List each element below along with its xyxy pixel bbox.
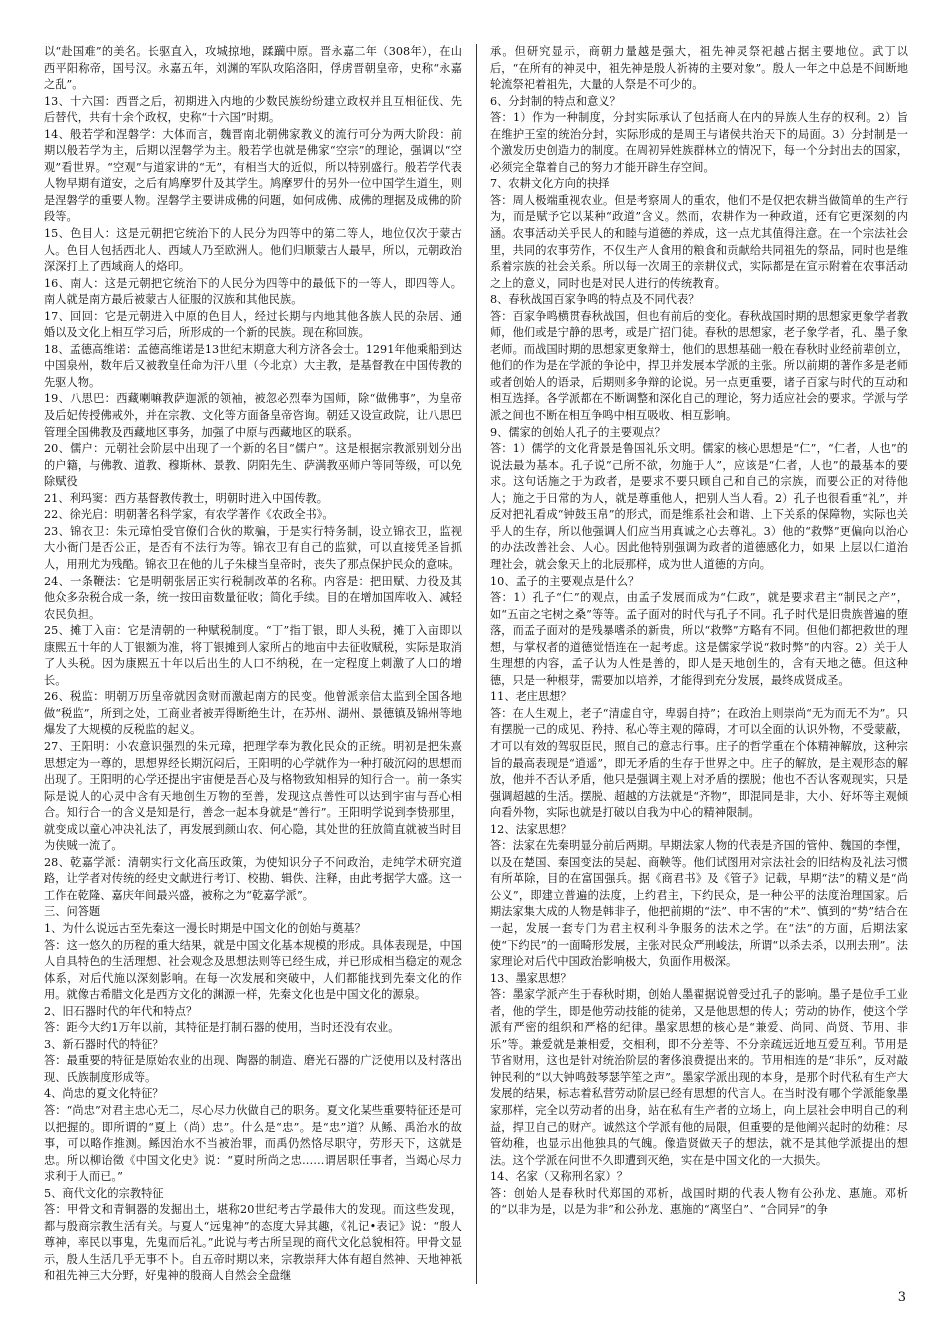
paragraph: 1、为什么说远古至先秦这一漫长时期是中国文化的创始与奠基？ (44, 921, 366, 935)
paragraph: 19、八思巴：西藏喇嘛教萨迦派的领袖，被忽必烈奉为国师，除“做佛事”，为皇帝及后妃传授佛戒外，并在宗教、文化等方面备皇帝咨询。朝廷又设宣政院，让八思巴管理全国佛教及西藏地区事务，加强了中原与西藏地区的联系。 (44, 392, 462, 439)
paragraph: 三、问答题 (44, 905, 101, 919)
paragraph: 9、儒家的创始人孔子的主要观点？ (490, 425, 666, 439)
paragraph: 答：在人生观上，老子“清虚自守，卑弱自持”；在政治上则崇尚“无为而无不为”。只有摆脱一己的成见、矜持、私心等主观的障碍，才可以全面的认识外物，不受蒙蔽，才可以有效的驾驭臣民，照自己的意志行事。庄子的哲学重在个体精神解放，这种宗旨的最高表现是“逍遥”，即无矛盾的生存于世界之中。庄子的解放，是主观形态的解放，他并不否认矛盾，他只是强调主观上对矛盾的摆脱；他也不否认客观现实，只是强调超越的生活。摆脱、超越的方法就是“齐物”，即混同是非，大小、好坏等主观倾向看外物，实际也就是打破以自我为中心的精神限制。 (490, 706, 908, 820)
paragraph: 24、一条鞭法：它是明朝张居正实行税制改革的名称。内容是：把田赋、力役及其他众多杂税合成一条，统一按田亩数量征收；简化手续。目的在增加国库收入、减轻农民负担。 (44, 574, 462, 621)
paragraph: 答：法家在先秦明显分前后两期。早期法家人物的代表是齐国的管仲、魏国的李悝，以及在楚国、秦国变法的吴起、商鞅等。他们试图用对宗法社会的旧结构及礼法习惯有所革除，目的在富国强兵。据《商君书》及《管子》记载，早期“法”的精义是“尚公义”，即建立普遍的法度，上约君主，下约民众，是一种公平的法度治理国家。后期法家集大成的人物是韩非子，他把前期的“法”、申不害的“术”、慎到的“势”结合在一起，发展一套专门为君主权利斗争服务的法术之学。在“法”的方面，后期法家使“下约民”的一面畸形发展，主张对民众严刑峻法，所谓“以杀去杀，以刑去刑”。法家理论对后代中国政治影响极大，负面作用极深。 (490, 839, 908, 969)
paragraph: 答：甲骨文和青铜器的发掘出土，堪称20世纪考古学最伟大的发现。而这些发现，都与殷商宗教生活有关。与夏人“远鬼神”的态度大异其趣，《礼记•表记》说：“殷人尊神，率民以事鬼，先鬼而后礼。”此说与考古所呈现的商代文化总貌相符。甲骨文显示，殷人生活几乎无事不卜。自五帝时期以来，宗教崇拜大体有超自然神、天地神祇和祖先神三大分野，好鬼神的殷商人自然会全盘继 (44, 1203, 462, 1283)
paragraph: 6、分封制的特点和意义？ (490, 94, 621, 108)
paragraph: 答：1）作为一种制度，分封实际承认了包括商人在内的异族人生存的权利。2）旨在维护王室的统治分封，实际形成的是周王与诸侯共治天下的局面。3）分封制是一个激发历史创造力的制度。在周初异姓族群林立的情况下，每一个分封出去的国家，必须完全靠着自己的努力才能开辟生存空间。 (490, 111, 908, 174)
paragraph: 18、孟德高维诺：孟德高维诺是13世纪末期意大利方济各会士。1291年他乘船到达中国泉州，数年后又被教皇任命为汗八里（今北京）大主教，是基督教在中国传教的先驱人物。 (44, 342, 462, 389)
paragraph: 答：距今大约1万年以前，其特征是打制石器的使用，当时还没有农业。 (44, 1021, 400, 1035)
paragraph: 28、乾嘉学派：清朝实行文化高压政策，为使知识分子不问政治，走纯学术研究道路，让学者对传统的经史文献进行考订、校勘、辑佚、注释，由此考据学大盛。这一工作在乾隆、嘉庆年间最兴盛，被称之为“乾嘉学派”。 (44, 855, 462, 902)
paragraph: 12、法家思想？ (490, 822, 572, 836)
paragraph: 14、般若学和涅磐学：大体而言，魏晋南北朝佛家教义的流行可分为两大阶段：前期以般若学为主，后期以涅磐学为主。般若学也就是佛家“空宗”的理论，强调以“空观”看世界。“空观”与道家讲的“无”，有相当大的近似，所以特别盛行。般若学代表人物早期有道安，之后有鸠摩罗什及其学生。鸠摩罗什的另外一位中国学生道生，则是涅磐学的重要人物。涅磐学主要讲成佛的问题，如何成佛、成佛的理据及成佛的阶段等。 (44, 127, 462, 224)
paragraph: 11、老庄思想？ (490, 690, 572, 704)
paragraph: 答：墨家学派产生于春秋时期，创始人墨翟据说曾受过孔子的影响。墨子是位手工业者，他的学生，即是他劳动技能的徒弟，又是他思想的传人；劳动的协作，使这个学派有严密的组织和严格的纪律。墨家思想的核心是“兼爱、尚同、尚贤、节用、非乐”等。兼爱就是兼相爱，交相利，即不分差等、不分亲疏远近地互爱互利。节用是节省财用，这也是针对统治阶层的奢侈浪费提出来的。节用相连的是“非乐”，反对敲钟民利的“以大钟鸣鼓琴瑟竽笙之声”。墨家学派出现的本身，是那个时代私有生产大发展的结果，标志着私营劳动阶层已经有思想的代言人。在当时没有哪个学派能象墨家那样，完全以劳动者的出身，站在私有生产者的立场上，向上层社会申明自己的利益，捍卫自己的财产。诚然这个学派有他的局限，但重要的是他阐兴起时的幼稚：尽管幼稚，也显示出他独具的气魄。像造贤做天子的想法，就不是其他学派提出的想法。这个学派在问世不久即遭到灭绝，实在是中国文化的一大损失。 (490, 988, 908, 1167)
paragraph: 13、十六国：西晋之后，初期进入内地的少数民族纷纷建立政权并且互相征伐、先后替代，共有十余个政权，史称“十六国”时期。 (44, 94, 462, 125)
paragraph: 26、税监：明朝万历皇帝就因贪财而激起南方的民变。他曾派亲信太监到全国各地做“税监”，所到之处，工商业者被弄得断绝生计，在苏州、湖州、景德镇及锦州等地爆发了大规模的反税监的起义。 (44, 690, 462, 737)
paragraph: 4、尚忠的夏文化特征？ (44, 1087, 164, 1101)
paragraph: 以“赴国难”的美名。长驱直入，攻城掠地，蹂躏中原。晋永嘉二年（308年），在山西平阳称帝，国号汉。永嘉五年，刘渊的军队攻陷洛阳，俘虏晋朝皇帝，史称“永嘉之乱”。 (44, 45, 462, 92)
paragraph: 答：创始人是春秋时代郑国的邓析，战国时期的代表人物有公孙龙、惠施。邓析的“以非为是，以是为非”和公孙龙、惠施的“离坚白”、“合同异”的争 (490, 1186, 908, 1217)
paragraph: 答：最重要的特征是原始农业的出现、陶器的制造、磨光石器的广泛使用以及村落出现、氏族制度形成等。 (44, 1054, 462, 1084)
paragraph: 承。但研究显示，商朝力量越是强大，祖先神灵祭祀越占据主要地位。武丁以后，“在所有的神灵中，祖先神是殷人祈祷的主要对象”。殷人一年之中总是不间断地轮流祭祀着祖先，大量的人祭是不可少的。 (490, 45, 908, 92)
paragraph: 5、商代文化的宗教特征 (44, 1186, 164, 1200)
paragraph: 答：1）孔子“仁”的观点，由孟子发展而成为“仁政”，就是要求君主“制民之产”，如“五亩之宅树之桑”等等。孟子面对的时代与孔子不同。孔子时代是旧贵族普遍的堕落，而孟子面对的是残暴嗜杀的新贵，所以“救弊”方略有不同。但他们都把救世的理想，与掌权者的道德觉悟连在一起考虑。这是儒家学说“救时弊”的内容。2）关于人生理想的内容，孟子认为人性是善的，即人是天地创生的，含有天地之德。但这种德，只是一种根芽，需要加以培养，才能得到充分发展，最终成贤成圣。 (490, 591, 908, 687)
paragraph: 答：“尚忠”对君主忠心无二，尽心尽力伙做自己的职务。夏文化某些重要特征还是可以把握的。即所谓的“夏上（尚）忠”。什么是“忠”。是“忠”道？从鲧、禹治水的故事，可以略作推测。鲧因治水不当被治罪，而禹仍然恪尽职守，劳形天下，这就是忠。所以柳诒徵《中国文化史》说：“夏时所尚之忠……谓居职任事者，当竭心尽力求利于人而已。” (44, 1104, 462, 1184)
paragraph: 8、春秋战国百家争鸣的特点及不同代表？ (490, 293, 700, 307)
paragraph: 2、旧石器时代的年代和特点？ (44, 1004, 198, 1018)
paragraph: 21、利玛窦：西方基督教传教士，明朝时进入中国传教。 (44, 491, 329, 505)
paragraph: 答：周人极端重视农业。但是考察周人的重农，他们不是仅把农耕当做简单的生产行为，而是赋予它以某种“政道”含义。然而，农耕作为一种政道，还有它更深刻的内涵。农事活动关乎民人的和睦与道德的养成，这一点尤其值得注意。在一个宗法社会里，共同的农事劳作，不仅生产人食用的粮食和贡献给共同祖先的祭品，同时也是维系着宗族的社会关系。所以每一次周王的亲耕仪式，实际都是在宣示附着在农事活动之上的意义，同时也是对民人进行的传统教育。 (490, 193, 908, 290)
paragraph: 7、农耕文化方向的抉择 (490, 177, 610, 191)
paragraph: 15、色目人：这是元朝把它统治下的人民分为四等中的第二等人，地位仅次于蒙古人。色目人包括西北人、西域人乃至欧洲人。他们归顺蒙古人最早，所以，元朝政治深深打上了西域商人的烙印。 (44, 227, 462, 274)
right-column (490, 44, 908, 1284)
paragraph: 16、南人：这是元朝把它统治下的人民分为四等中的最低下的一等人，即四等人。南人就是南方最后被蒙古人征服的汉族和其他民族。 (44, 276, 462, 307)
paragraph: 17、回回：它是元朝进入中原的色目人，经过长期与内地其他各族人民的杂居、通婚以及文化上相互学习后，所形成的一个新的民族。现在称回族。 (44, 309, 462, 340)
paragraph: 27、王阳明：小农意识强烈的朱元璋，把理学奉为教化民众的正统。明初是把朱熹思想定为一尊的，思想界经长期沉闷后，王阳明的心学就作为一种打破沉闷的思想而出现了。王阳明的心学还提出宇宙便是吾心及与格物致知相异的知行合一。前一条实际是说人的心灵中含有天地创生万物的至善，发现这点善性可以达到宇宙与吾心相合。知行合一的含义是知是行，善念一起本身就是“善行”。王阳明学说到李贽那里，就变成以童心冲决礼法了，再发展到颜山农、何心隐，其处世的狂放简直就被当时目为侠贼一流了。 (44, 739, 462, 853)
left-column (44, 44, 462, 1284)
paragraph: 10、孟子的主要观点是什么？ (490, 574, 640, 588)
paragraph: 答：这一悠久的历程的重大结果，就是中国文化基本规模的形成。具体表现是，中国人自具特色的生活理想、社会观念及思想法则等已经生成，并已形成相当稳定的观念体系，对后代施以深刻影响。在每一次发展和突破中，人们都能找到先秦文化的作用。就像古希腊文化是西方文化的渊源一样，先秦文化也是中国文化的源泉。 (44, 938, 462, 1002)
page-number: 3 (897, 1290, 906, 1305)
paragraph: 20、儒户：元朝社会阶层中出现了一个新的名目“儒户”。这是根据宗教派别划分出的户籍，与佛教、道教、穆斯林、景教、阴阳先生、萨满教巫师户等同等级，可以免除赋役 (44, 442, 462, 489)
paragraph: 23、锦衣卫：朱元璋怕受官僚们合伙的欺骗，于是实行特务制，设立锦衣卫，监视大小衙门是否公正，是否有不法行为等。锦衣卫有自己的监狱，可以直接凭圣旨抓人，用刑尤为残酷。锦衣卫在他的儿子朱棣当皇帝时，丧失了那点保护民众的意味。 (44, 524, 462, 571)
paragraph: 答：百家争鸣横贯春秋战国，但也有前后的变化。春秋战国时期的思想家更象学者教师，他们或是宁静的思考，或是广招门徒。春秋的思想家，老子象学者，孔、墨子象老师。而战国时期的思想家更象辩士，他们的思想基础一般在春秋时业经前辈创立，他们的作为是在学派的争论中，捍卫并发展本学派的主张。所以前期的著作多是老师或者创始人的语录，后期则多争辩的论说。另一点更重要，诸子百家与时代的互动和相互选择。各学派都在不断调整和深化自己的理论，努力适应社会的要求。学派与学派之间也不断在相互争鸣中相互吸收、相互影响。 (490, 309, 908, 423)
paragraph: 22、徐光启：明朝著名科学家，有农学著作《农政全书》。 (44, 508, 334, 522)
paragraph: 14、名家（又称刑名家）？ (490, 1170, 628, 1184)
document-page (44, 44, 910, 1284)
paragraph: 13、墨家思想？ (490, 971, 572, 985)
column-divider (476, 44, 477, 1284)
paragraph: 答：1）儒学的文化背景是鲁国礼乐文明。儒家的核心思想是“仁”，“仁者，人也”的说法最为基本。孔子说“己所不欲，勿施于人”，应该是“仁者，人也”的最基本的要求。这句话施之于为政者，是要求不要只顾自己和自己的宗族，而要公正的对待他人；施之于日常的为人，就是尊重他人，把别人当人看。2）孔子也很看重“礼”，并反对把礼看成“钟鼓玉帛”的形式，而是维系社会和谐、上下关系的保障物，实际也关乎人的生存，所以他强调人们应当用真诚之心去尊礼。3）他的“救弊”更偏向以治心的办法改善社会、人心。因此他特别强调为政者的道德感化力，如果 上层以仁道治理社会，就会象天上的北辰那样，成为世人道德的方向。 (490, 442, 908, 571)
paragraph: 3、新石器时代的特征？ (44, 1037, 164, 1051)
paragraph: 25、摊丁入亩：它是清朝的一种赋税制度。“丁”指丁银，即人头税，摊丁入亩即以康熙五十年的人丁银额为准，将丁银摊到人家所占的地亩中去征收赋税，实际是取消了人头税。因为康熙五十年以后出生的人口不纳税，在一定程度上刺激了人口的增长。 (44, 624, 462, 687)
